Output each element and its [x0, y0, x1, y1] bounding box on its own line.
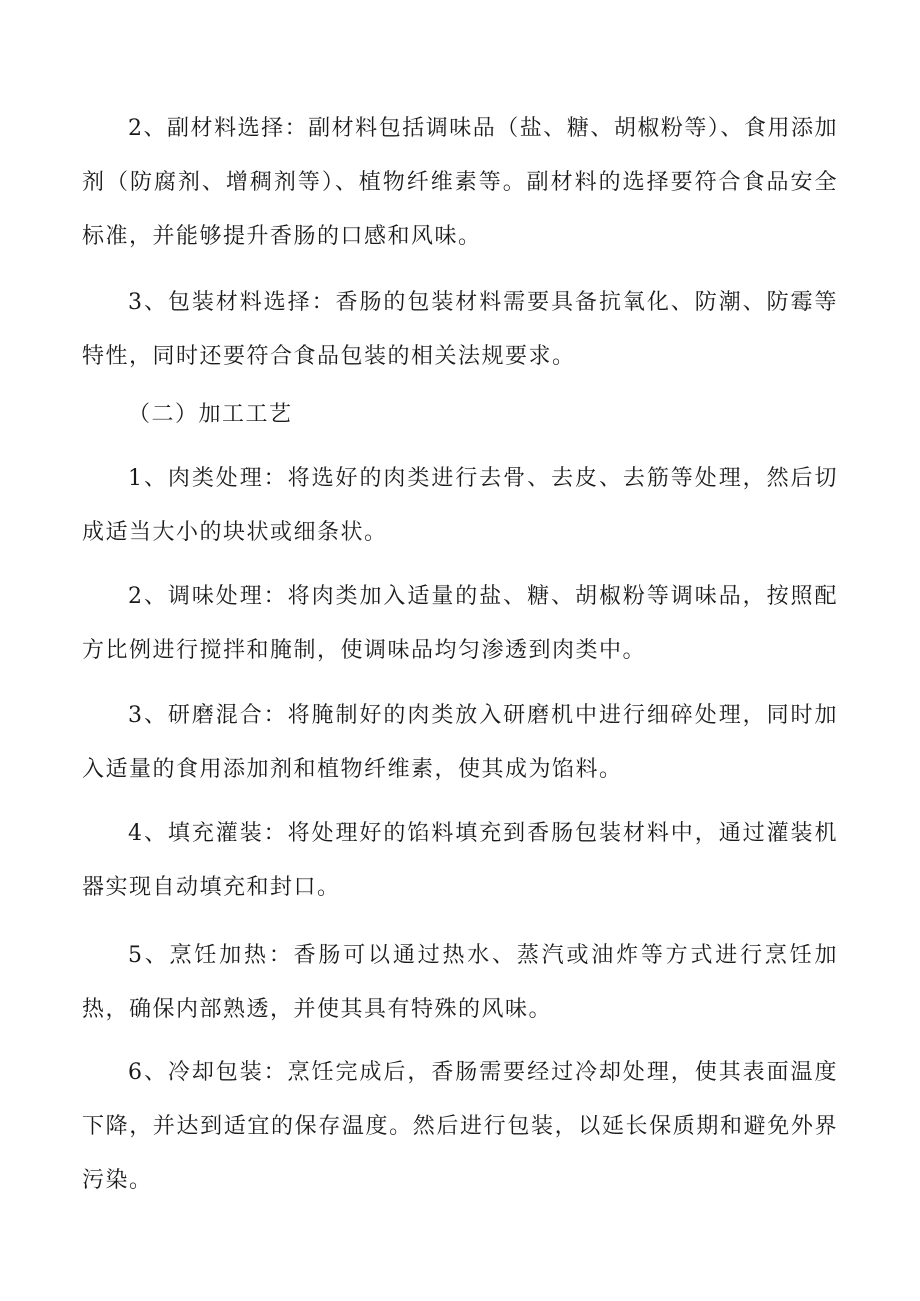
paragraph-secondary-materials: 2、副材料选择：副材料包括调味品（盐、糖、胡椒粉等）、食用添加剂（防腐剂、增稠剂等）、植物纤维素等。副材料的选择要符合食品安全标准，并能够提升香肠的口感和风味。 — [82, 116, 838, 249]
section-heading-processing: （二）加工工艺 — [128, 402, 293, 427]
paragraph-packaging-materials: 3、包装材料选择：香肠的包装材料需要具备抗氧化、防潮、防霉等特性，同时还要符合食品包装的相关法规要求。 — [82, 290, 838, 369]
paragraph-seasoning: 2、调味处理：将肉类加入适量的盐、糖、胡椒粉等调味品，按照配方比例进行搅拌和腌制，使调味品均匀渗透到肉类中。 — [82, 584, 838, 663]
paragraph-filling: 4、填充灌装：将处理好的馅料填充到香肠包装材料中，通过灌装机器实现自动填充和封口。 — [82, 821, 838, 900]
paragraph-grinding-mixing: 3、研磨混合：将腌制好的肉类放入研磨机中进行细碎处理，同时加入适量的食用添加剂和植物纤维素，使其成为馅料。 — [82, 703, 838, 782]
paragraph-cooling-packaging: 6、冷却包装：烹饪完成后，香肠需要经过冷却处理，使其表面温度下降，并达到适宜的保存温度。然后进行包装，以延长保质期和避免外界污染。 — [82, 1060, 838, 1193]
paragraph-cooking: 5、烹饪加热：香肠可以通过热水、蒸汽或油炸等方式进行烹饪加热，确保内部熟透，并使其具有特殊的风味。 — [82, 943, 838, 1022]
paragraph-meat-processing: 1、肉类处理：将选好的肉类进行去骨、去皮、去筋等处理，然后切成适当大小的块状或细条状。 — [82, 466, 838, 545]
